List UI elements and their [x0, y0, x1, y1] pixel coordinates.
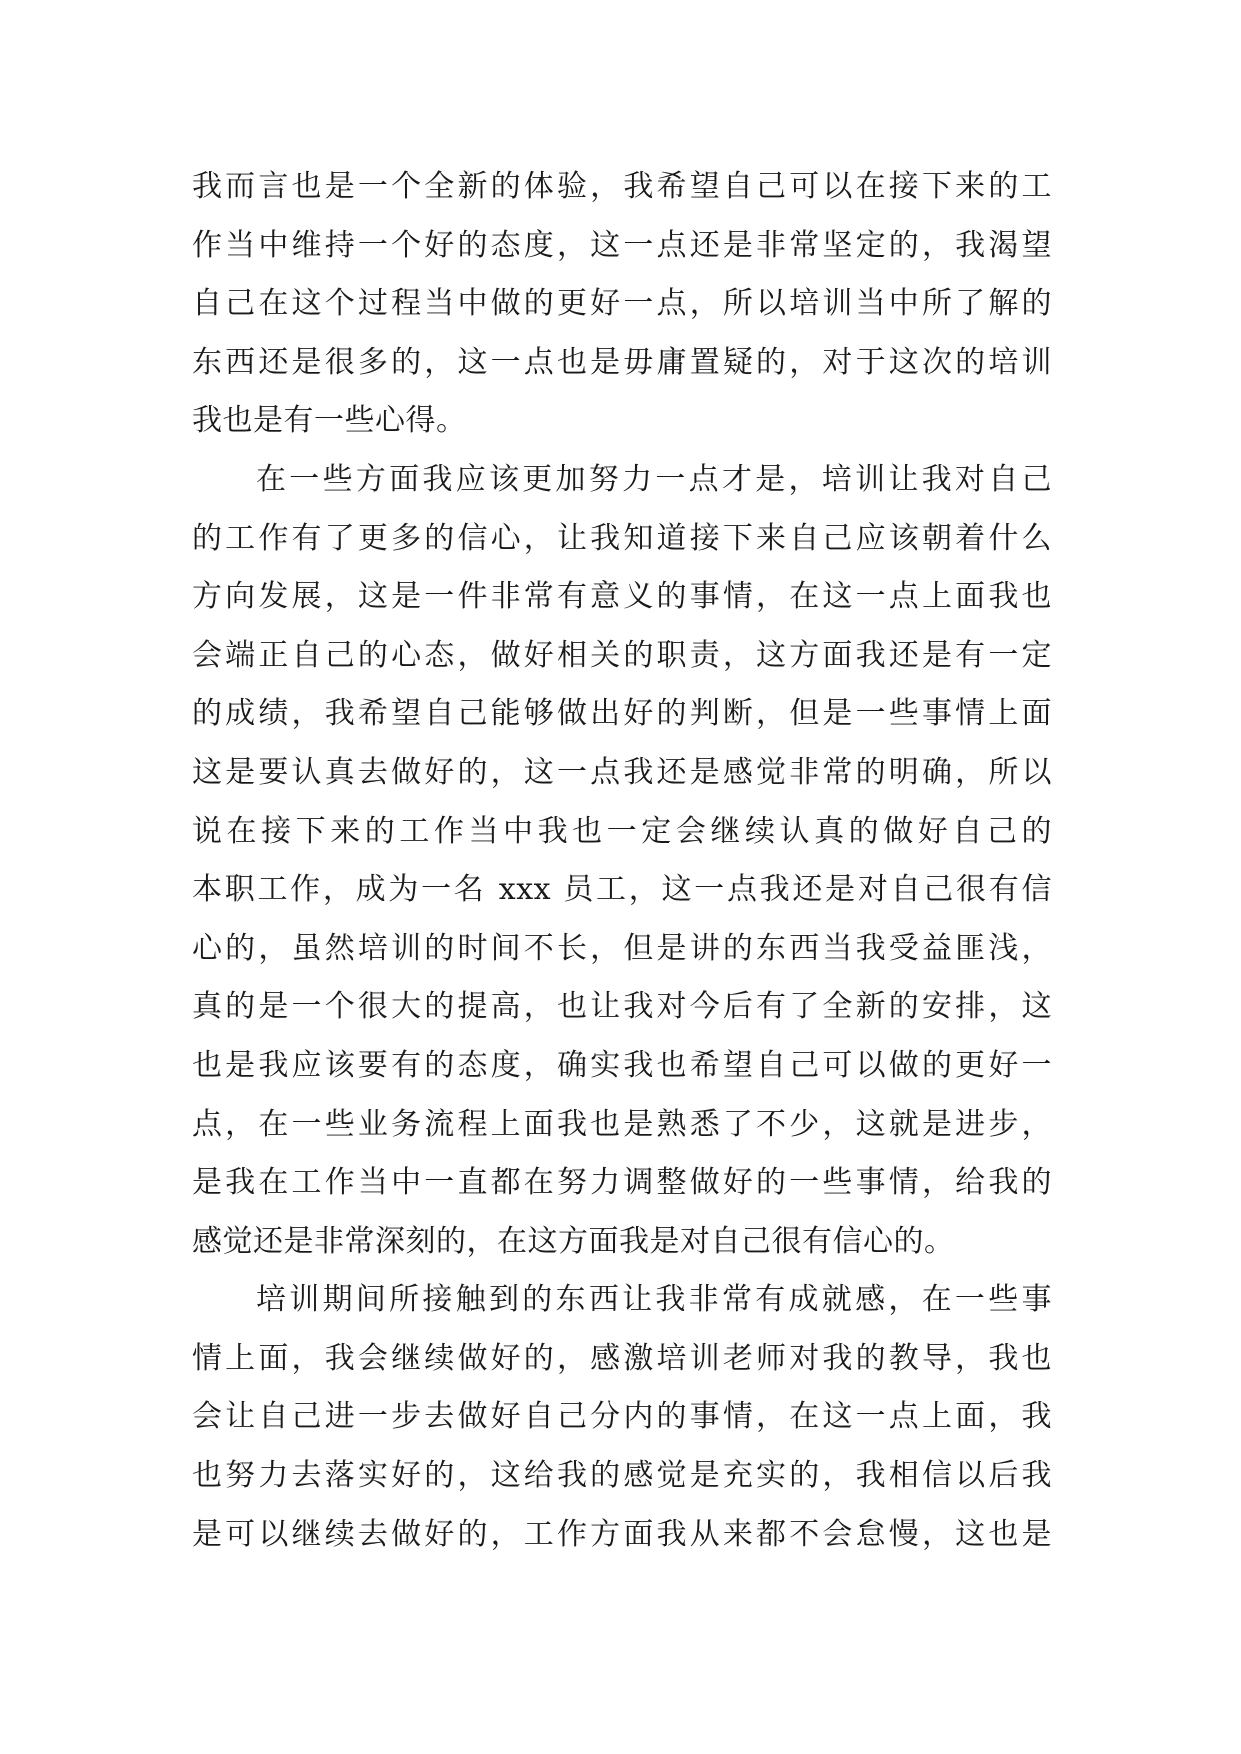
text-line: 的成绩，我希望自己能够做出好的判断，但是一些事情上面	[192, 696, 1052, 732]
text-line: 作当中维持一个好的态度，这一点还是非常坚定的，我渴望	[192, 227, 1052, 263]
text-line: 方向发展，这是一件非常有意义的事情，在这一点上面我也	[192, 579, 1052, 615]
text-line: 这是要认真去做好的，这一点我还是感觉非常的明确，所以	[192, 754, 1052, 790]
body-text	[192, 158, 1052, 1564]
text-line: 情上面，我会继续做好的，感激培训老师对我的教导，我也	[192, 1340, 1052, 1376]
text-line: 的工作有了更多的信心，让我知道接下来自己应该朝着什么	[192, 520, 1052, 556]
text-line: 我也是有一些心得。	[192, 403, 467, 439]
text-line: 本职工作，成为一名 xxx 员工，这一点我还是对自己很有信	[192, 872, 1052, 908]
text-line: 会让自己进一步去做好自己分内的事情，在这一点上面，我	[192, 1399, 1052, 1435]
text-line: 是可以继续去做好的，工作方面我从来都不会怠慢，这也是	[192, 1516, 1052, 1552]
text-line: 是我在工作当中一直都在努力调整做好的一些事情，给我的	[192, 1165, 1052, 1201]
paragraph-first-line: 在一些方面我应该更加努力一点才是，培训让我对自己	[256, 461, 1052, 497]
text-line: 真的是一个很大的提高，也让我对今后有了全新的安排，这	[192, 989, 1052, 1025]
text-line: 会端正自己的心态，做好相关的职责，这方面我还是有一定	[192, 637, 1052, 673]
text-line: 东西还是很多的，这一点也是毋庸置疑的，对于这次的培训	[192, 344, 1052, 380]
text-line: 自己在这个过程当中做的更好一点，所以培训当中所了解的	[192, 286, 1052, 322]
text-line: 我而言也是一个全新的体验，我希望自己可以在接下来的工	[192, 169, 1052, 204]
text-line: 说在接下来的工作当中我也一定会继续认真的做好自己的	[192, 813, 1052, 849]
paragraph-first-line: 培训期间所接触到的东西让我非常有成就感，在一些事	[256, 1282, 1052, 1318]
text-line: 也是我应该要有的态度，确实我也希望自己可以做的更好一	[192, 1047, 1052, 1083]
text-line: 心的，虽然培训的时间不长，但是讲的东西当我受益匪浅，	[192, 930, 1052, 966]
text-line: 感觉还是非常深刻的，在这方面我是对自己很有信心的。	[192, 1223, 955, 1259]
text-line: 也努力去落实好的，这给我的感觉是充实的，我相信以后我	[192, 1458, 1052, 1494]
text-line: 点，在一些业务流程上面我也是熟悉了不少，这就是进步，	[192, 1106, 1052, 1142]
